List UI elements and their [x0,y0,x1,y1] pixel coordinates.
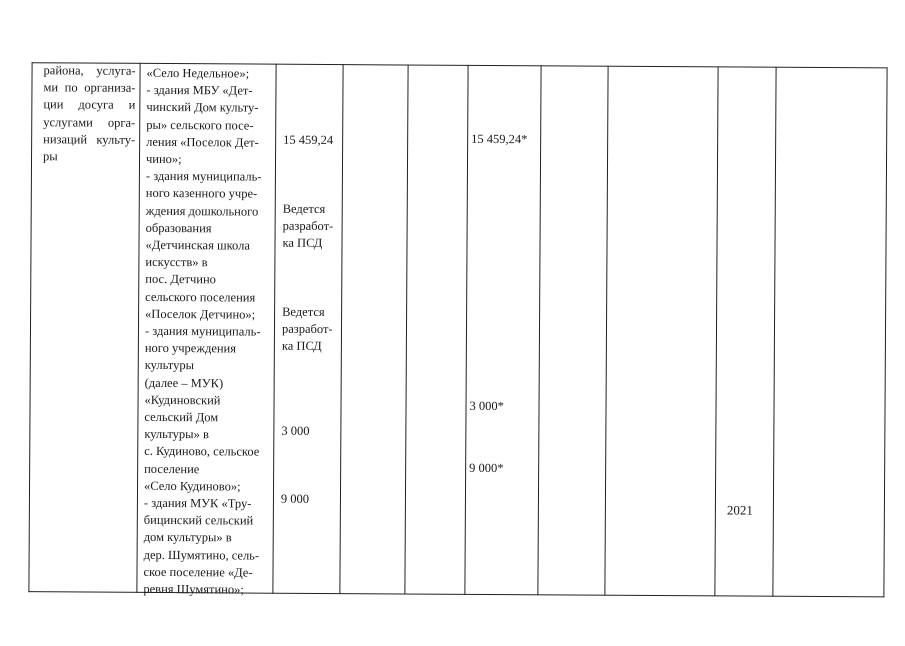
objects-list-line: бицинский сельский [143,513,254,528]
objects-list-line: поселение [144,461,200,476]
cost-value: 15 459,24 [283,132,334,148]
objects-list-line: ного казенного учре- [145,186,258,201]
objects-list-line: ного учреждения [144,341,237,356]
psd-status: Ведется разработ- ка ПСД [281,304,333,354]
cost-value: 9 000 [280,491,310,506]
column-divider [464,65,468,595]
objects-list-line: чино»; [145,151,182,167]
objects-list-line: ждения дошкольного [145,203,259,219]
column-divider [537,65,541,595]
objects-list-line: сельского поселения [145,289,256,305]
objects-list-line: ское поселение «Де- [143,564,253,580]
column-divider [772,67,776,597]
objects-list-line: «Село Кудиново»; [143,478,241,494]
objects-list-line: дом культуры» в [143,530,232,545]
objects-list-line: - здания муниципаль- [144,323,261,339]
psd-status: Ведется разработ- ка ПСД [282,201,334,251]
funding-value: 3 000* [469,398,504,414]
objects-list-line: ревня Шумятино»; [143,581,244,597]
service-description: района, услуга-ми по организа-ции досуга и услугами орга-низаций культу-ры [43,63,136,164]
objects-list-line: сельский Дом [144,409,219,425]
objects-list-line: пос. Детчино [145,272,216,287]
objects-list-line: «Кудиновский [144,392,221,408]
column-divider [404,64,408,594]
column-divider [339,64,343,594]
objects-list-line: ры» сельского посе- [146,117,254,133]
column-divider [272,64,276,594]
column-divider [604,66,608,596]
objects-list-line: с. Кудиново, сельское [144,444,260,460]
year-value: 2021 [726,502,753,518]
objects-list-line: (далее – МУК) [144,375,224,391]
objects-list-line: ления «Поселок Дет- [146,134,259,150]
objects-list-line: «Детчинская школа [145,237,250,253]
objects-list-line: - здания МБУ «Дет- [146,83,253,98]
objects-list-line: «Поселок Детчино»; [145,306,256,322]
objects-list-line: культуры» в [144,427,209,442]
column-divider [714,66,718,596]
objects-list-line: - здания МУК «Тру- [143,495,252,511]
objects-list [143,65,262,599]
funding-value: 9 000* [469,460,504,476]
objects-list-line: чинский Дом культу- [146,100,259,115]
objects-list-line: искусств» в [145,255,208,270]
objects-list-line: «Село Недельное»; [146,65,250,81]
funding-value: 15 459,24* [471,131,528,147]
objects-list-line: культуры [144,358,195,373]
objects-list-line: дер. Шумятино, сель- [143,547,260,563]
objects-list-line: образования [145,220,212,236]
column-divider [883,67,887,597]
cost-value: 3 000 [281,423,310,438]
objects-list-line: - здания муниципаль- [145,169,262,184]
column-divider [136,63,140,593]
column-divider [28,62,32,592]
